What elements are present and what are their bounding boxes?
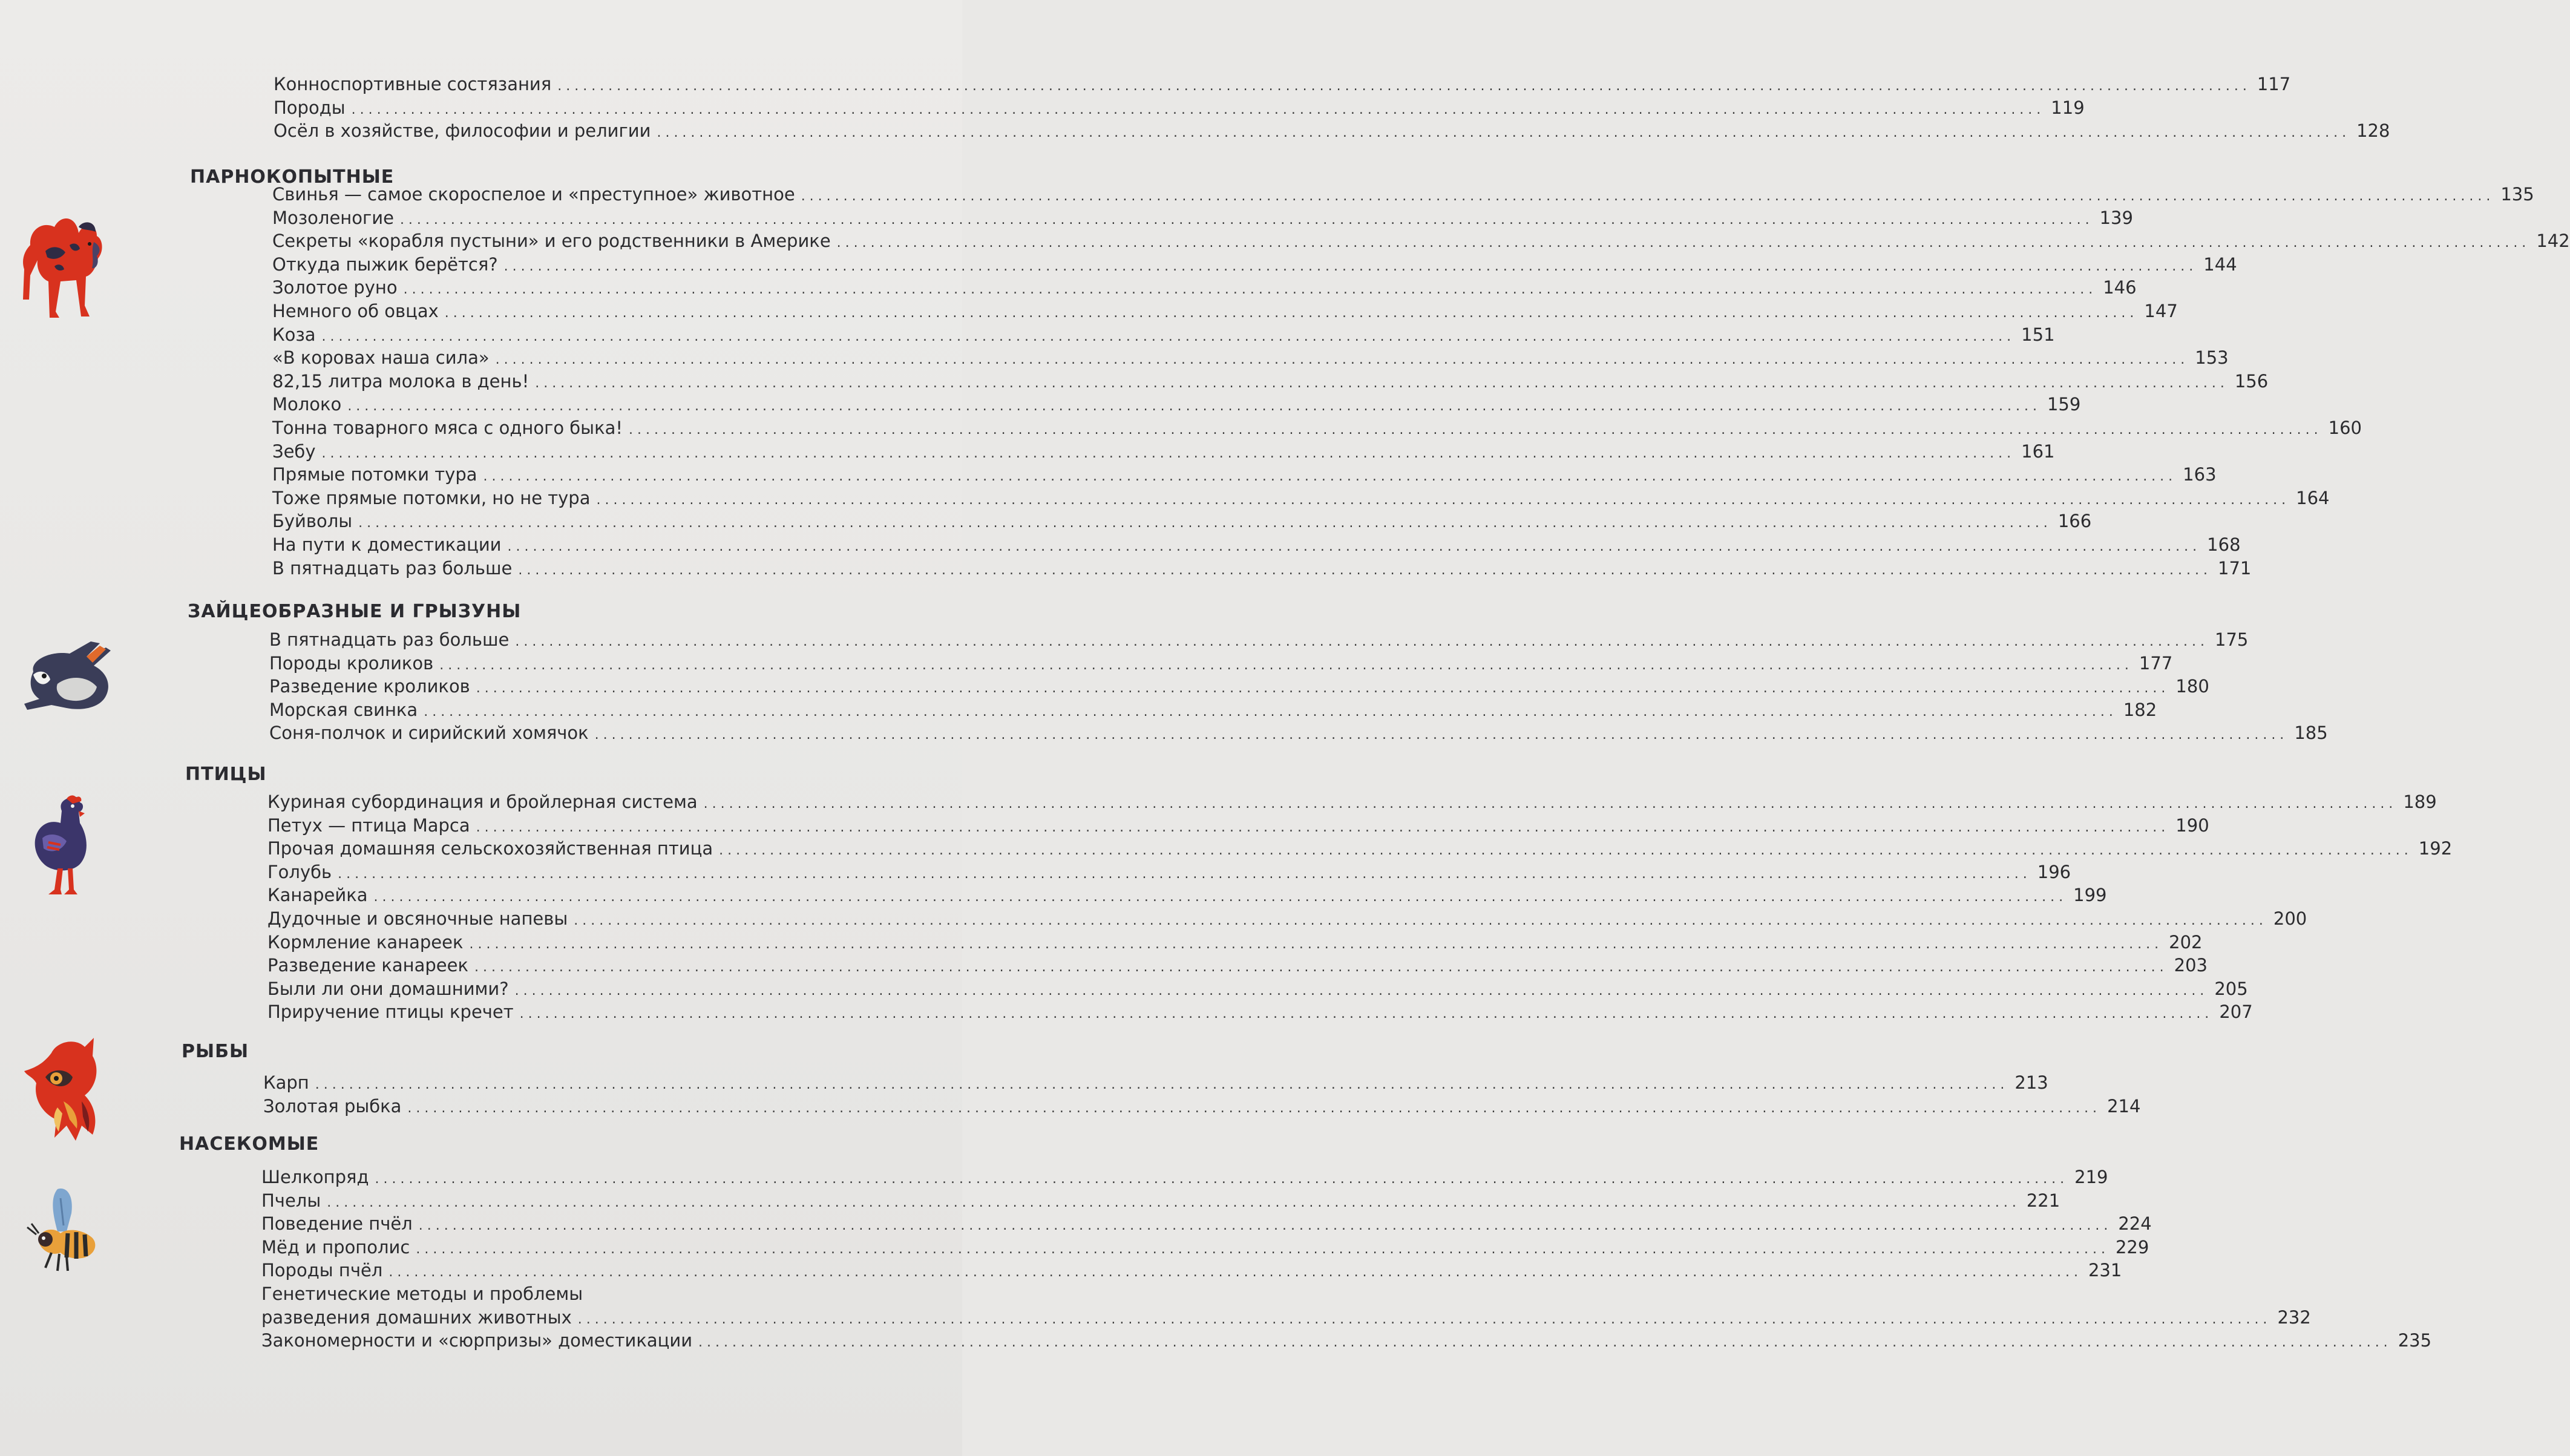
toc-entry[interactable] — [272, 206, 2133, 229]
toc-entry[interactable] — [272, 416, 2362, 439]
toc-entry-title: Генетические методы и проблемы — [261, 1284, 583, 1304]
toc-entry[interactable] — [272, 463, 2217, 486]
toc-entry-page-number: 164 — [2296, 487, 2330, 508]
toc-entry-title: Откуда пыжик берётся? — [272, 254, 498, 275]
toc-entry-title: Мозоленогие — [272, 207, 394, 228]
toc-entry-page-number: 199 — [2073, 885, 2107, 906]
toc-entry-page-number: 166 — [2057, 511, 2092, 532]
toc-entry[interactable] — [261, 1236, 2149, 1259]
dot-leader: ........................................................................................................................................................................................................ — [469, 936, 2163, 952]
toc-entry-page-number: 175 — [2215, 629, 2249, 650]
toc-entry-title: Буйволы — [272, 511, 353, 532]
toc-entry-title: Дудочные и овсяночные напевы — [267, 908, 568, 929]
toc-entry[interactable] — [272, 510, 2092, 533]
dot-leader: ........................................................................................................................................................................................................ — [321, 329, 2016, 344]
dot-leader: ........................................................................................................................................................................................................ — [557, 79, 2251, 94]
toc-entry-title: Свинья — самое скороспелое и «преступное» животное — [272, 184, 795, 205]
dot-leader: ........................................................................................................................................................................................................ — [424, 704, 2117, 720]
toc-entry-title: Шелкопряд — [261, 1167, 369, 1187]
dot-leader: ........................................................................................................................................................................................................ — [594, 727, 2289, 743]
toc-entry-title: Секреты «корабля пустыни» и его родственники в Америке — [272, 231, 831, 252]
toc-entry-title: Кормление канареек — [267, 931, 464, 953]
toc-entry-title: Прямые потомки тура — [272, 464, 477, 485]
toc-entry[interactable] — [269, 652, 2173, 675]
toc-entry[interactable] — [272, 229, 2570, 252]
dot-leader: ........................................................................................................................................................................................................ — [388, 1265, 2082, 1281]
toc-entry-page-number: 159 — [2047, 394, 2081, 415]
toc-entry-title: Прочая домашняя сельскохозяйственная птица — [267, 838, 713, 859]
toc-entry[interactable] — [267, 907, 2307, 930]
dot-leader: ........................................................................................................................................................................................................ — [416, 1241, 2109, 1257]
toc-entry-page-number: 171 — [2218, 557, 2252, 579]
toc-entry-title: Соня-полчок и сирийский хомячок — [269, 723, 589, 744]
toc-entry[interactable] — [272, 393, 2081, 416]
dot-leader: ........................................................................................................................................................................................................ — [577, 1311, 2272, 1327]
toc-entry-page-number: 153 — [2195, 347, 2229, 369]
toc-entry[interactable] — [267, 837, 2453, 860]
toc-entry[interactable] — [261, 1212, 2152, 1235]
toc-entry[interactable] — [272, 533, 2241, 556]
toc-entry-page-number: 213 — [2014, 1072, 2048, 1093]
toc-entry-page-number: 182 — [2123, 699, 2157, 720]
toc-entry[interactable] — [267, 884, 2107, 907]
rooster-icon — [24, 793, 94, 896]
toc-entry-page-number: 196 — [2037, 861, 2071, 882]
dot-leader: ........................................................................................................................................................................................................ — [514, 983, 2209, 999]
toc-entry-page-number: 214 — [2107, 1095, 2141, 1117]
dot-leader: ........................................................................................................................................................................................................ — [574, 913, 2267, 928]
toc-entry-page-number: 207 — [2219, 1002, 2253, 1023]
section-heading: ПАРНОКОПЫТНЫЕ — [190, 166, 395, 188]
toc-entry[interactable] — [261, 1166, 2108, 1189]
toc-entry-page-number: 119 — [2051, 97, 2085, 118]
toc-entry-page-number: 185 — [2294, 723, 2328, 744]
toc-entry-page-number: 235 — [2398, 1330, 2432, 1351]
toc-entry[interactable] — [269, 721, 2328, 744]
toc-entry-title: Петух — птица Марса — [267, 815, 470, 836]
section-heading: НАСЕКОМЫЕ — [179, 1133, 320, 1155]
dot-leader: ........................................................................................................................................................................................................ — [407, 1100, 2102, 1116]
dot-leader: ........................................................................................................................................................................................................ — [596, 492, 2290, 508]
toc-entry-page-number: 144 — [2203, 254, 2237, 275]
dot-leader: ........................................................................................................................................................................................................ — [351, 102, 2045, 117]
toc-entry-page-number: 219 — [2074, 1167, 2108, 1187]
section-heading: ЗАЙЦЕОБРАЗНЫЕ И ГРЫЗУНЫ — [188, 601, 522, 622]
toc-entry-page-number: 190 — [2175, 815, 2209, 836]
toc-entry-title: Молоко — [272, 394, 342, 415]
toc-entry-page-number: 161 — [2021, 441, 2055, 462]
toc-entry[interactable] — [267, 861, 2071, 884]
toc-entry-title: Голубь — [267, 861, 332, 882]
toc-entry-title: Приручение птицы кречет — [267, 1002, 514, 1023]
dot-leader: ........................................................................................................................................................................................................ — [358, 516, 2052, 531]
toc-entry[interactable] — [267, 931, 2203, 954]
toc-entry[interactable] — [274, 73, 2291, 96]
toc-entry[interactable] — [261, 1259, 2122, 1282]
dot-leader: ........................................................................................................................................................................................................ — [315, 1077, 2009, 1092]
toc-entry-page-number: 168 — [2207, 534, 2241, 555]
dot-leader: ........................................................................................................................................................................................................ — [495, 352, 2189, 368]
toc-entry-title: Коза — [272, 324, 316, 345]
dot-leader: ........................................................................................................................................................................................................ — [719, 843, 2413, 859]
toc-entry-title: Конноспортивные состязания — [274, 74, 552, 94]
toc-entry[interactable] — [267, 1000, 2253, 1023]
toc-entry[interactable] — [269, 698, 2157, 721]
dot-leader: ........................................................................................................................................................................................................ — [418, 1218, 2113, 1234]
toc-entry-page-number: 147 — [2144, 301, 2178, 321]
dot-leader: ........................................................................................................................................................................................................ — [801, 189, 2495, 204]
toc-entry-title: разведения домашних животных — [261, 1307, 572, 1328]
dot-leader: ........................................................................................................................................................................................................ — [347, 399, 2041, 415]
toc-entry[interactable] — [272, 557, 2252, 580]
toc-entry[interactable] — [261, 1189, 2060, 1212]
toc-entry-page-number: 229 — [2115, 1236, 2149, 1258]
toc-entry-page-number: 135 — [2500, 184, 2534, 205]
toc-entry-page-number: 139 — [2099, 207, 2133, 228]
toc-entry-page-number: 203 — [2174, 955, 2208, 976]
toc-entry-page-number: 221 — [2026, 1190, 2060, 1211]
dot-leader: ........................................................................................................................................................................................................ — [476, 681, 2170, 697]
toc-entry-title: Зебу — [272, 441, 316, 462]
toc-entry-title: Породы кроликов — [269, 652, 434, 674]
toc-entry-page-number: 177 — [2139, 652, 2173, 674]
toc-entry[interactable] — [263, 1071, 2048, 1094]
dot-leader: ........................................................................................................................................................................................................ — [474, 960, 2168, 976]
toc-entry-page-number: 163 — [2183, 464, 2217, 485]
toc-entry-page-number: 202 — [2169, 931, 2203, 953]
toc-entry-title: Тоже прямые потомки, но не тура — [272, 487, 591, 508]
camel-icon — [18, 209, 109, 321]
toc-entry[interactable] — [261, 1282, 921, 1305]
dot-leader: ........................................................................................................................................................................................................ — [476, 819, 2170, 835]
toc-entry-title: Породы пчёл — [261, 1260, 383, 1281]
dot-leader: ........................................................................................................................................................................................................ — [439, 657, 2133, 673]
dot-leader: ........................................................................................................................................................................................................ — [503, 258, 2198, 274]
dot-leader: ........................................................................................................................................................................................................ — [483, 469, 2177, 485]
toc-entry-title: Пчелы — [261, 1190, 321, 1211]
toc-entry-title: Разведение кроликов — [269, 676, 470, 697]
toc-entry-page-number: 232 — [2277, 1307, 2311, 1328]
toc-entry-page-number: 205 — [2214, 978, 2248, 999]
toc-entry-title: На пути к доместикации — [272, 534, 502, 555]
toc-entry-title: Поведение пчёл — [261, 1213, 413, 1235]
dot-leader: ........................................................................................................................................................................................................ — [444, 306, 2139, 321]
toc-entry-page-number: 189 — [2403, 792, 2437, 812]
dot-leader: ........................................................................................................................................................................................................ — [628, 422, 2323, 438]
dot-leader: ........................................................................................................................................................................................................ — [327, 1195, 2021, 1210]
dot-leader: ........................................................................................................................................................................................................ — [836, 235, 2531, 251]
toc-entry-page-number: 231 — [2088, 1260, 2122, 1281]
goldfish-icon — [21, 1035, 106, 1144]
dot-leader: ........................................................................................................................................................................................................ — [519, 1006, 2214, 1022]
dot-leader: ........................................................................................................................................................................................................ — [657, 125, 2351, 141]
toc-entry[interactable] — [267, 977, 2248, 1000]
toc-entry-title: 82,15 литра молока в день! — [272, 370, 529, 392]
toc-entry[interactable] — [269, 628, 2249, 651]
dot-leader: ........................................................................................................................................................................................................ — [338, 866, 2031, 882]
dot-leader: ........................................................................................................................................................................................................ — [321, 445, 2016, 461]
toc-entry-page-number: 151 — [2021, 324, 2055, 345]
toc-entry-title: Тонна товарного мяса с одного быка! — [272, 418, 623, 438]
section-heading: РЫБЫ — [182, 1041, 249, 1062]
toc-entry[interactable] — [261, 1306, 2311, 1329]
dot-leader: ........................................................................................................................................................................................................ — [535, 375, 2229, 391]
section-heading: ПТИЦЫ — [185, 764, 267, 785]
toc-entry-page-number: 156 — [2234, 370, 2269, 392]
toc-entry-page-number: 146 — [2103, 277, 2137, 298]
toc-entry-page-number: 117 — [2257, 74, 2291, 94]
toc-entry[interactable] — [272, 253, 2237, 276]
dot-leader: ........................................................................................................................................................................................................ — [698, 1335, 2392, 1351]
dot-leader: ........................................................................................................................................................................................................ — [403, 282, 2097, 298]
dot-leader: ........................................................................................................................................................................................................ — [399, 212, 2094, 228]
toc-entry[interactable] — [269, 675, 2209, 698]
toc-entry[interactable] — [274, 96, 2085, 119]
rabbit-icon — [15, 638, 118, 717]
toc-entry[interactable] — [272, 323, 2055, 346]
toc-entry-title: Золотая рыбка — [263, 1095, 402, 1117]
toc-entry-title: Куриная субординация и бройлерная система — [267, 792, 698, 812]
toc-entry-title: В пятнадцать раз больше — [269, 629, 510, 650]
toc-entry-title: Разведение канареек — [267, 955, 468, 976]
toc-entry[interactable] — [272, 370, 2269, 393]
toc-entry-page-number: 142 — [2536, 231, 2570, 252]
toc-entry-title: Осёл в хозяйстве, философии и религии — [274, 120, 651, 142]
toc-entry[interactable] — [267, 954, 2208, 977]
toc-entry-page-number: 192 — [2418, 838, 2453, 859]
toc-entry-title: Закономерности и «сюрпризы» доместикации — [261, 1330, 693, 1351]
toc-entry-page-number: 200 — [2273, 908, 2307, 929]
toc-entry[interactable] — [272, 346, 2229, 369]
toc-entry-title: Породы — [274, 97, 346, 118]
dot-leader: ........................................................................................................................................................................................................ — [703, 796, 2398, 812]
toc-entry-title: Мёд и прополис — [261, 1236, 410, 1258]
dot-leader: ........................................................................................................................................................................................................ — [515, 634, 2209, 649]
bee-icon — [24, 1186, 103, 1277]
toc-entry[interactable] — [261, 1329, 2432, 1352]
toc-entry-title: «В коровах наша сила» — [272, 347, 490, 369]
toc-entry-page-number: 128 — [2356, 120, 2390, 142]
toc-entry-page-number: 160 — [2328, 418, 2362, 438]
toc-entry[interactable] — [263, 1095, 2141, 1118]
toc-entry[interactable] — [272, 276, 2137, 299]
toc-entry-title: Немного об овцах — [272, 301, 439, 321]
toc-entry[interactable] — [267, 790, 2437, 813]
dot-leader: ........................................................................................................................................................................................................ — [518, 562, 2212, 578]
dot-leader: ........................................................................................................................................................................................................ — [507, 539, 2201, 554]
toc-entry-title: Канарейка — [267, 885, 368, 906]
toc-entry[interactable] — [274, 119, 2390, 142]
dot-leader: ........................................................................................................................................................................................................ — [375, 1172, 2069, 1187]
toc-entry-title: Карп — [263, 1072, 309, 1093]
toc-entry[interactable] — [272, 300, 2178, 323]
toc-entry[interactable] — [272, 440, 2055, 463]
toc-entry[interactable] — [272, 487, 2330, 510]
toc-entry[interactable] — [267, 814, 2209, 837]
toc-entry-title: Были ли они домашними? — [267, 978, 509, 999]
toc-entry-title: В пятнадцать раз больше — [272, 557, 513, 579]
toc-entry-title: Золотое руно — [272, 277, 398, 298]
toc-entry-page-number: 180 — [2175, 676, 2209, 697]
toc-entry-title: Морская свинка — [269, 699, 418, 720]
dot-leader: ........................................................................................................................................................................................................ — [373, 890, 2068, 905]
toc-entry[interactable] — [272, 183, 2534, 206]
toc-entry-page-number: 224 — [2118, 1213, 2152, 1235]
